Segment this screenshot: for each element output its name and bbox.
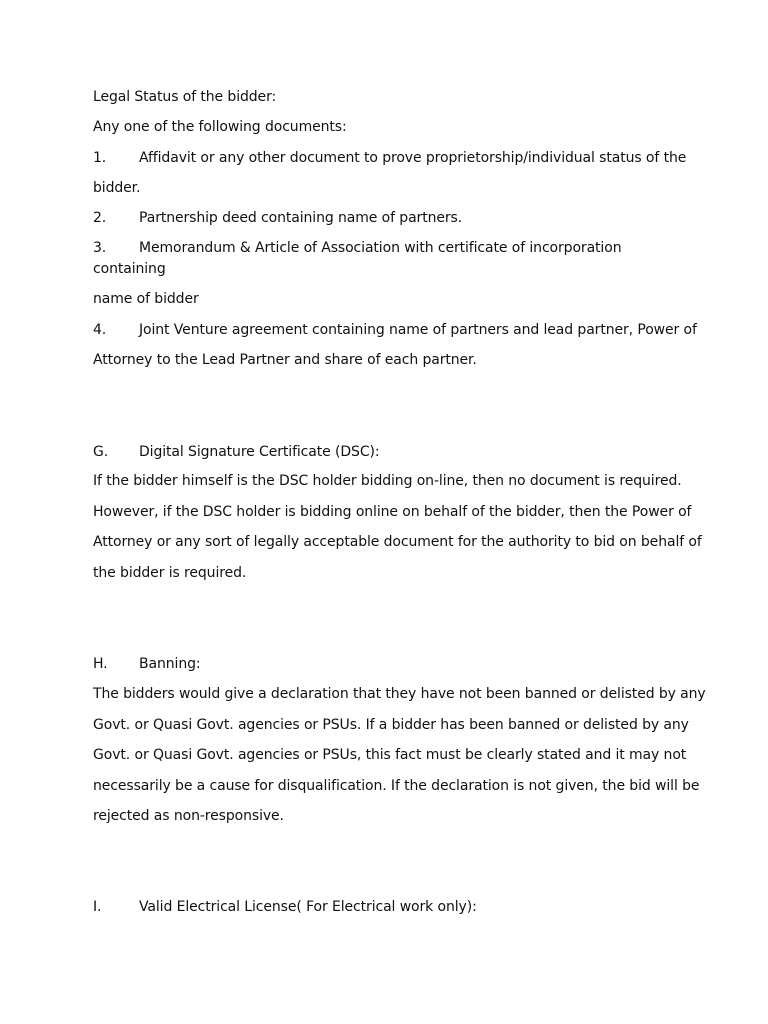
list-marker: 3. [93, 240, 107, 256]
list-marker: 2. [93, 210, 107, 226]
list-item-text: Partnership deed containing name of partners. [139, 210, 463, 226]
section-title: Digital Signature Certificate (DSC): [139, 444, 380, 460]
legal-status-item-4 [93, 320, 697, 340]
section-g-line-2: However, if the DSC holder is bidding online on behalf of the bidder, then the Power of [93, 504, 692, 520]
section-h-heading [93, 654, 683, 674]
list-item-text: Memorandum & Article of Association with certificate of incorporation [139, 240, 622, 256]
list-marker: 1. [93, 150, 107, 166]
list-item-text: Affidavit or any other document to prove proprietorship/individual status of the [139, 150, 687, 166]
section-g-heading [93, 442, 683, 462]
section-h-line-4: necessarily be a cause for disqualification. If the declaration is not given, the bid will be [93, 778, 700, 794]
legal-status-item-4-continuation: Attorney to the Lead Partner and share of each partner. [93, 352, 477, 368]
section-g-line-4: the bidder is required. [93, 565, 247, 581]
section-g-line-1: If the bidder himself is the DSC holder bidding on-line, then no document is required. [93, 473, 682, 489]
legal-status-item-2 [93, 208, 683, 228]
section-marker: I. [93, 899, 102, 915]
section-h-line-3: Govt. or Quasi Govt. agencies or PSUs, this fact must be clearly stated and it may not [93, 747, 687, 763]
section-h-line-5: rejected as non-responsive. [93, 808, 284, 824]
section-title: Valid Electrical License( For Electrical work only): [139, 899, 477, 915]
section-i-heading [93, 897, 683, 917]
section-h-line-2: Govt. or Quasi Govt. agencies or PSUs. If a bidder has been banned or delisted by any [93, 717, 689, 733]
section-g-line-3: Attorney or any sort of legally acceptable document for the authority to bid on behalf of [93, 534, 702, 550]
list-marker: 4. [93, 322, 107, 338]
legal-status-item-3-continuation-2: name of bidder [93, 291, 199, 307]
legal-status-item-1 [93, 148, 687, 168]
legal-status-item-3-continuation: containing [93, 261, 166, 277]
legal-status-intro: Any one of the following documents: [93, 119, 347, 135]
section-marker: H. [93, 656, 108, 672]
legal-status-item-3 [93, 238, 683, 258]
legal-status-item-1-continuation: bidder. [93, 180, 141, 196]
legal-status-heading: Legal Status of the bidder: [93, 89, 277, 105]
section-marker: G. [93, 444, 109, 460]
section-h-line-1: The bidders would give a declaration that they have not been banned or delisted by any [93, 686, 706, 702]
section-title: Banning: [139, 656, 201, 672]
list-item-text: Joint Venture agreement containing name of partners and lead partner, Power of [139, 322, 697, 338]
